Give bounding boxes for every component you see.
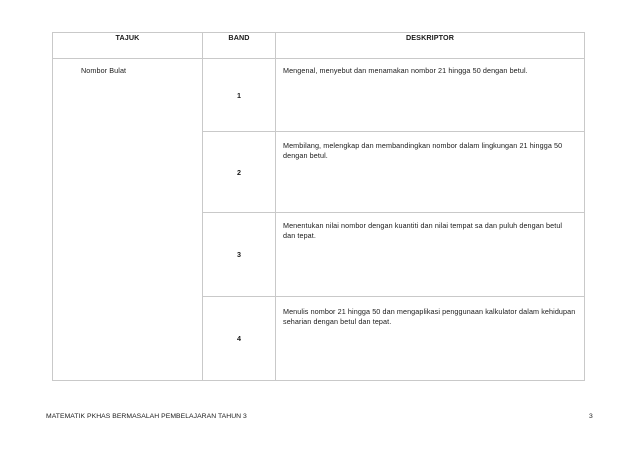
band-cell: 1 (203, 59, 276, 132)
descriptor-cell: Menulis nombor 21 hingga 50 dan mengaplikasi penggunaan kalkulator dalam kehidupan seharian dengan betul dan tepat. (276, 297, 585, 381)
topic-cell: Nombor Bulat (53, 59, 203, 381)
band-cell: 4 (203, 297, 276, 381)
descriptor-cell: Mengenal, menyebut dan menamakan nombor 21 hingga 50 dengan betul. (276, 59, 585, 132)
header-tajuk: TAJUK (53, 33, 203, 59)
footer-title: MATEMATIK PKHAS BERMASALAH PEMBELAJARAN TAHUN 3 (46, 413, 247, 420)
descriptor-cell: Menentukan nilai nombor dengan kuantiti dan nilai tempat sa dan puluh dengan betul dan tepat. (276, 213, 585, 297)
header-deskriptor: DESKRIPTOR (276, 33, 585, 59)
header-band: BAND (203, 33, 276, 59)
band-cell: 2 (203, 132, 276, 213)
page-number: 3 (589, 413, 593, 420)
table-row (53, 59, 585, 132)
descriptor-cell: Membilang, melengkap dan membandingkan nombor dalam lingkungan 21 hingga 50 dengan betul. (276, 132, 585, 213)
band-cell: 3 (203, 213, 276, 297)
band-descriptor-table (52, 32, 585, 381)
table-header-row (53, 33, 585, 59)
